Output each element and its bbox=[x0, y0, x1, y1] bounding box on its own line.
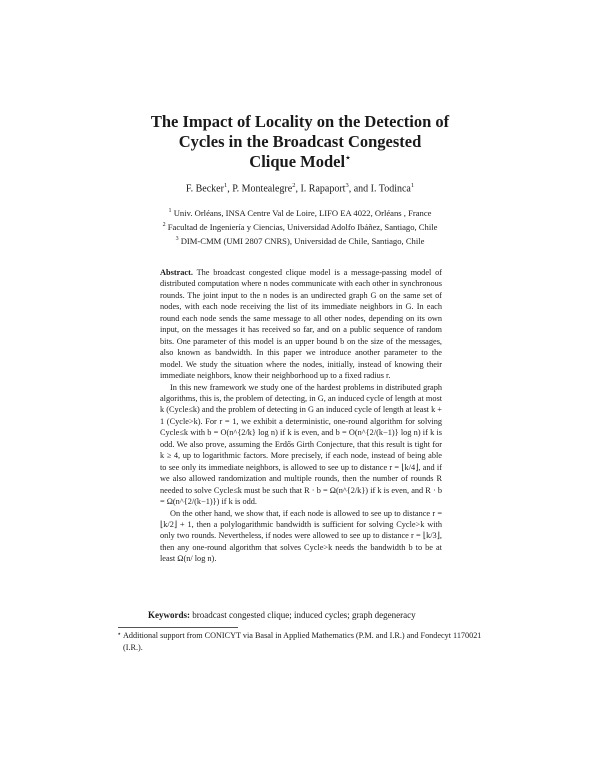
title-line-1: The Impact of Locality on the Detection of bbox=[150, 112, 450, 131]
affiliation-number: 3 bbox=[175, 235, 179, 242]
footnote-text: Additional support from CONICYT via Basal in Applied Mathematics (P.M. and I.R.) and Fondecyt 1170021 (I.R.). bbox=[123, 631, 482, 652]
abstract-paragraph-1 bbox=[160, 267, 442, 382]
abstract-text-2: In this new framework we study one of the hardest problems in distributed graph algorithms, this is, the problem of detecting, in G, an induced cycle of length at most k (Cycle≤k) and the problem of detecting in G an induced cycle of length at least k + 1 (Cycle>k). For r = 1, we exhibit a deterministic, one-round algorithm for solving Cycle≤k with b = O(n^{2/k} log n) if k is even, and b = O(n^{2/(k−1)} log n) if k is odd. We also prove, assuming the Erdős Girth Conjecture, that this result is tight for k ≥ 4, up to logarithmic factors. More precisely, if each node, instead of being able to see only its immediate neighbors, is allowed to see up to distance r = ⌊k/4⌋, and if we also allowed randomization and multiple rounds, then the number of rounds R needed to solve Cycle≤k must be such that R · b = Ω(n^{2/k}) if k is even, and R · b = Ω(n^{2/(k−1)}) if k is odd. bbox=[160, 382, 442, 507]
title-footnote-marker: ⋆ bbox=[345, 152, 351, 163]
keywords-heading: Keywords: bbox=[148, 610, 190, 620]
author-affiliation-mark: 1 bbox=[223, 182, 228, 189]
affiliation-text: Univ. Orléans, INSA Centre Val de Loire, LIFO EA 4022, Orléans , France bbox=[173, 207, 432, 218]
keywords-text: broadcast congested clique; induced cycles; graph degeneracy bbox=[192, 610, 416, 620]
keywords bbox=[148, 610, 458, 620]
affiliation-text: Facultad de Ingeniería y Ciencias, Universidad Adolfo Ibáñez, Santiago, Chile bbox=[167, 221, 438, 232]
footnote-divider bbox=[118, 627, 238, 628]
affiliation-text: DIM-CMM (UMI 2807 CNRS), Universidad de Chile, Santiago, Chile bbox=[180, 235, 425, 246]
title-line-2: Cycles in the Broadcast Congested bbox=[178, 132, 422, 151]
author-affiliation-mark: 3 bbox=[345, 182, 349, 189]
abstract bbox=[160, 267, 442, 565]
author-affiliation-mark: 1 bbox=[410, 182, 415, 189]
footnote bbox=[117, 630, 483, 653]
affiliation-number: 2 bbox=[162, 221, 166, 228]
paper-title bbox=[100, 112, 500, 172]
affiliation-item bbox=[90, 205, 510, 219]
author-list: F. Becker$^1$, P. Montealegre$^2$, I. Rapaport$^3$, and I. Todinca$^1$ bbox=[185, 182, 415, 195]
abstract-heading: Abstract. bbox=[160, 268, 193, 277]
author-name: P. Montealegre bbox=[232, 183, 293, 195]
affiliation-item bbox=[90, 233, 510, 247]
author-name: I. Rapaport bbox=[300, 183, 346, 195]
abstract-paragraph-2 bbox=[160, 382, 442, 508]
affiliation-item bbox=[90, 219, 510, 233]
affiliation-number: 1 bbox=[168, 208, 172, 214]
title-line-3-text: Clique Model bbox=[249, 152, 346, 171]
author-name: I. Todinca bbox=[370, 183, 411, 195]
footnote-marker: ⋆ bbox=[117, 630, 122, 638]
author-name: F. Becker bbox=[185, 183, 224, 195]
abstract-text-1: The broadcast congested clique model is a message-passing model of distributed computation where n nodes communicate with each other in synchronous rounds. The joint input to the n nodes is an undirected graph G on the same set of nodes, with each node receiving the list of its immediate neighbors in G. In each round each node sends the same message to all other nodes, depending on its own input, on the messages it has received so far, and on a public sequence of random bits. One parameter of this model is an upper bound b on the size of the messages, also known as bandwidth. In this paper we introduce another parameter to the model. We study the situation where the nodes, initially, instead of knowing their immediate neighbors, know their neighborhood up to a fixed radius r. bbox=[160, 268, 442, 381]
title-line-3 bbox=[100, 152, 500, 172]
abstract-text-3: On the other hand, we show that, if each node is allowed to see up to distance r = ⌊k/2⌋ + 1, then a polylogarithmic bandwidth is sufficient for solving Cycle>k with only two rounds. Nevertheless, if nodes were allowed to see up to distance r = ⌊k/3⌋, then any one-round algorithm that solves Cycle>k needs the bandwidth b to be at least Ω(n/ log n). bbox=[160, 508, 442, 564]
affiliation-list bbox=[90, 205, 510, 247]
abstract-paragraph-3 bbox=[160, 508, 442, 565]
author-affiliation-mark: 2 bbox=[292, 182, 296, 189]
